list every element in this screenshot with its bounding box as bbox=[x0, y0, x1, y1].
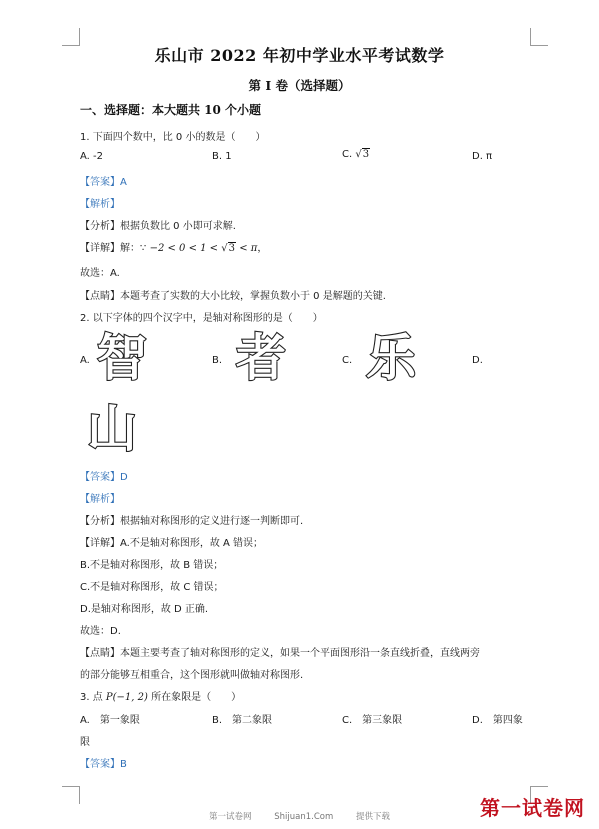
q3-option-c: C. 第三象限 bbox=[342, 715, 403, 726]
q1-option-a: A. -2 bbox=[80, 151, 103, 162]
q2-char-b-image: 者 bbox=[236, 329, 286, 387]
q1-option-c-radicand: 3 bbox=[362, 149, 370, 160]
q2-conclusion: 故选：D. bbox=[80, 626, 121, 637]
q1-analysis-tag: 【解析】 bbox=[80, 199, 120, 210]
sqrt-symbol: √3 bbox=[355, 149, 370, 160]
document-subtitle: 第 I 卷（选择题） bbox=[248, 78, 351, 93]
q2-option-b-label: B. bbox=[212, 355, 223, 366]
q1-answer: 【答案】A bbox=[80, 177, 127, 188]
footer-provide: 提供下载 bbox=[355, 812, 390, 822]
q1-xiangjie-math-b: < π bbox=[239, 243, 258, 254]
q2-dianjing-line-1: 【点睛】本题主要考查了轴对称图形的定义，如果一个平面图形沿一条直线折叠，直线两旁 bbox=[80, 648, 480, 659]
q1-xiangjie-math-a: −2 < 0 < 1 < bbox=[149, 243, 219, 254]
q3-option-d: D. 第四象 bbox=[472, 715, 523, 726]
q1-xiangjie-prefix: 【详解】解：∵ bbox=[80, 243, 147, 254]
q1-stem: 1. 下面四个数中，比 0 小的数是（ ） bbox=[80, 132, 266, 143]
q1-xiangjie-suffix: ， bbox=[257, 243, 268, 254]
q2-xiangjie-d: D.是轴对称图形，故 D 正确. bbox=[80, 604, 209, 615]
document-title: 乐山市 2022 年初中学业水平考试数学 bbox=[154, 46, 445, 65]
q1-option-d: D. π bbox=[472, 151, 493, 162]
q2-fenxi: 【分析】根据轴对称图形的定义进行逐一判断即可. bbox=[80, 516, 304, 527]
section-heading: 一、选择题：本大题共 10 个小题 bbox=[80, 103, 262, 117]
q2-dianjing-line-2: 的部分能够互相重合，这个图形就叫做轴对称图形. bbox=[80, 670, 304, 681]
q2-xiangjie-a: 【详解】A.不是轴对称图形，故 A 错误； bbox=[80, 538, 264, 549]
q3-option-a: A. 第一象限 bbox=[80, 715, 140, 726]
q2-answer: 【答案】D bbox=[80, 472, 128, 483]
q3-stem-point: P(−1, 2) bbox=[105, 692, 148, 703]
q1-option-c-label: C. bbox=[342, 149, 353, 160]
q1-option-c bbox=[342, 149, 370, 160]
q1-dianjing: 【点睛】本题考查了实数的大小比较，掌握负数小于 0 是解题的关键. bbox=[80, 291, 386, 302]
q2-char-c-image: 乐 bbox=[366, 329, 416, 387]
q3-option-b: B. 第二象限 bbox=[212, 715, 273, 726]
q2-analysis-tag: 【解析】 bbox=[80, 494, 120, 505]
sqrt-symbol: √3 bbox=[221, 243, 235, 254]
q2-char-a-image: 智 bbox=[97, 329, 147, 387]
q3-stem-prefix: 3. 点 bbox=[80, 692, 103, 703]
q1-xiangjie bbox=[80, 239, 267, 254]
q2-xiangjie-b: B.不是轴对称图形，故 B 错误； bbox=[80, 560, 224, 571]
q1-option-b: B. 1 bbox=[212, 151, 232, 162]
q3-stem-suffix: 所在象限是（ ） bbox=[151, 692, 242, 703]
q2-option-a-label: A. bbox=[80, 355, 90, 366]
brand-watermark: 第一试卷网 bbox=[480, 796, 585, 820]
q2-stem: 2. 以下字体的四个汉字中，是轴对称图形的是（ ） bbox=[80, 313, 323, 324]
q2-char-d-image: 山 bbox=[87, 400, 137, 458]
footer-site-url: Shijuan1.Com bbox=[274, 812, 334, 822]
q3-option-d-wrap: 限 bbox=[80, 737, 90, 748]
q3-stem bbox=[80, 688, 241, 703]
q2-xiangjie-c: C.不是轴对称图形，故 C 错误； bbox=[80, 582, 224, 593]
q2-option-c-label: C. bbox=[342, 355, 353, 366]
q3-answer: 【答案】B bbox=[80, 759, 127, 770]
q1-xiangjie-radicand: 3 bbox=[228, 243, 235, 254]
footer-site-name: 第一试卷网 bbox=[209, 812, 252, 822]
crop-mark-bottom-left bbox=[62, 786, 80, 804]
q1-fenxi: 【分析】根据负数比 0 小即可求解. bbox=[80, 221, 236, 232]
q1-conclusion: 故选：A. bbox=[80, 268, 120, 279]
q2-option-d-label: D. bbox=[472, 355, 483, 366]
